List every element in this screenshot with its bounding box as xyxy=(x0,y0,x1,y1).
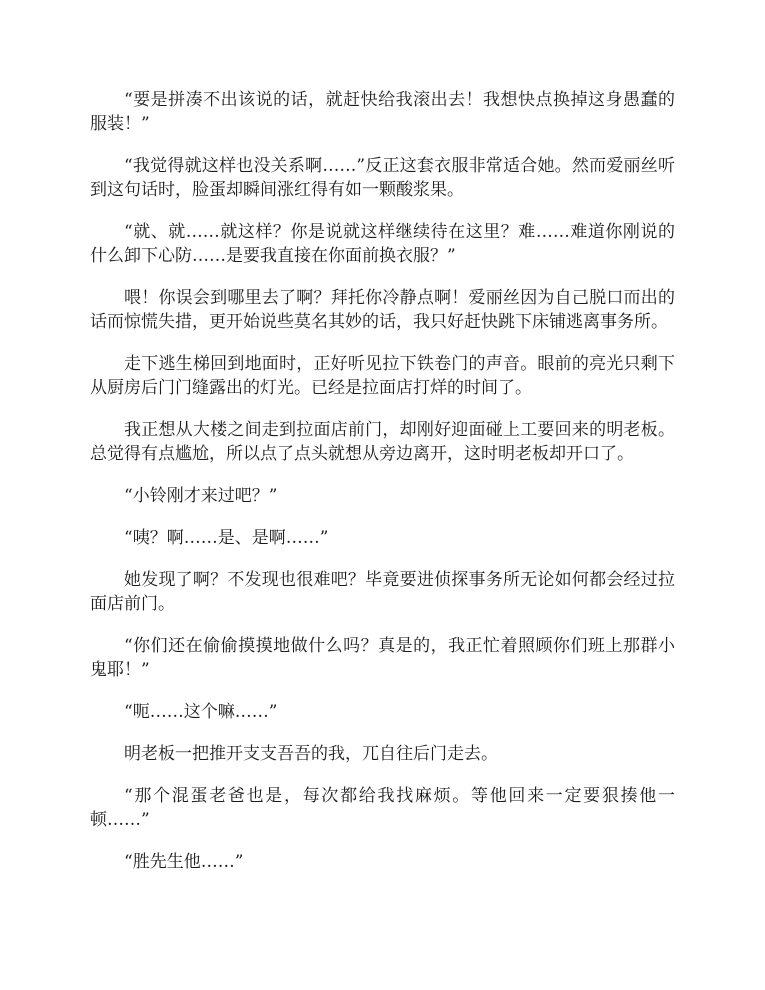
paragraph-12: 明老板一把推开支支吾吾的我，兀自往后门走去。 xyxy=(124,744,498,764)
paragraph-1: “要是拼凑不出该说的话，就赶快给我滚出去！我想快点换掉这身愚蠢的服装！” xyxy=(90,90,675,134)
paragraph-9: 她发现了啊？不发现也很难吧？毕竟要进侦探事务所无论如何都会经过拉面店前门。 xyxy=(90,570,675,614)
paragraph-10: “你们还在偷偷摸摸地做什么吗？真是的，我正忙着照顾你们班上那群小鬼耶！” xyxy=(90,636,675,680)
paragraph-7: “小铃刚才来过吧？” xyxy=(124,486,278,506)
paragraph-5: 走下逃生梯回到地面时，正好听见拉下铁卷门的声音。眼前的亮光只剩下从厨房后门门缝露出的灯光。已经是拉面店打烊的时间了。 xyxy=(90,354,675,398)
paragraph-3: “就、就……就这样？你是说就这样继续待在这里？难……难道你刚说的什么卸下心防……是要我直接在你面前换衣服？” xyxy=(90,222,675,266)
paragraph-2: “我觉得就这样也没关系啊……”反正这套衣服非常适合她。然而爱丽丝听到这句话时，脸蛋却瞬间涨红得有如一颗酸浆果。 xyxy=(90,156,675,200)
paragraph-6: 我正想从大楼之间走到拉面店前门，却刚好迎面碰上工要回来的明老板。总觉得有点尴尬，所以点了点头就想从旁边离开，这时明老板却开口了。 xyxy=(90,420,675,464)
paragraph-4: 喂！你误会到哪里去了啊？拜托你冷静点啊！爱丽丝因为自己脱口而出的话而惊慌失措，更开始说些莫名其妙的话，我只好赶快跳下床铺逃离事务所。 xyxy=(90,288,675,332)
paragraph-11: “呃……这个嘛……” xyxy=(124,702,278,722)
paragraph-14: “胜先生他……” xyxy=(124,852,244,872)
body-text xyxy=(90,88,675,892)
paragraph-13: “那个混蛋老爸也是，每次都给我找麻烦。等他回来一定要狠揍他一顿……” xyxy=(90,786,675,830)
paragraph-8: “咦？啊……是、是啊……” xyxy=(124,528,329,548)
